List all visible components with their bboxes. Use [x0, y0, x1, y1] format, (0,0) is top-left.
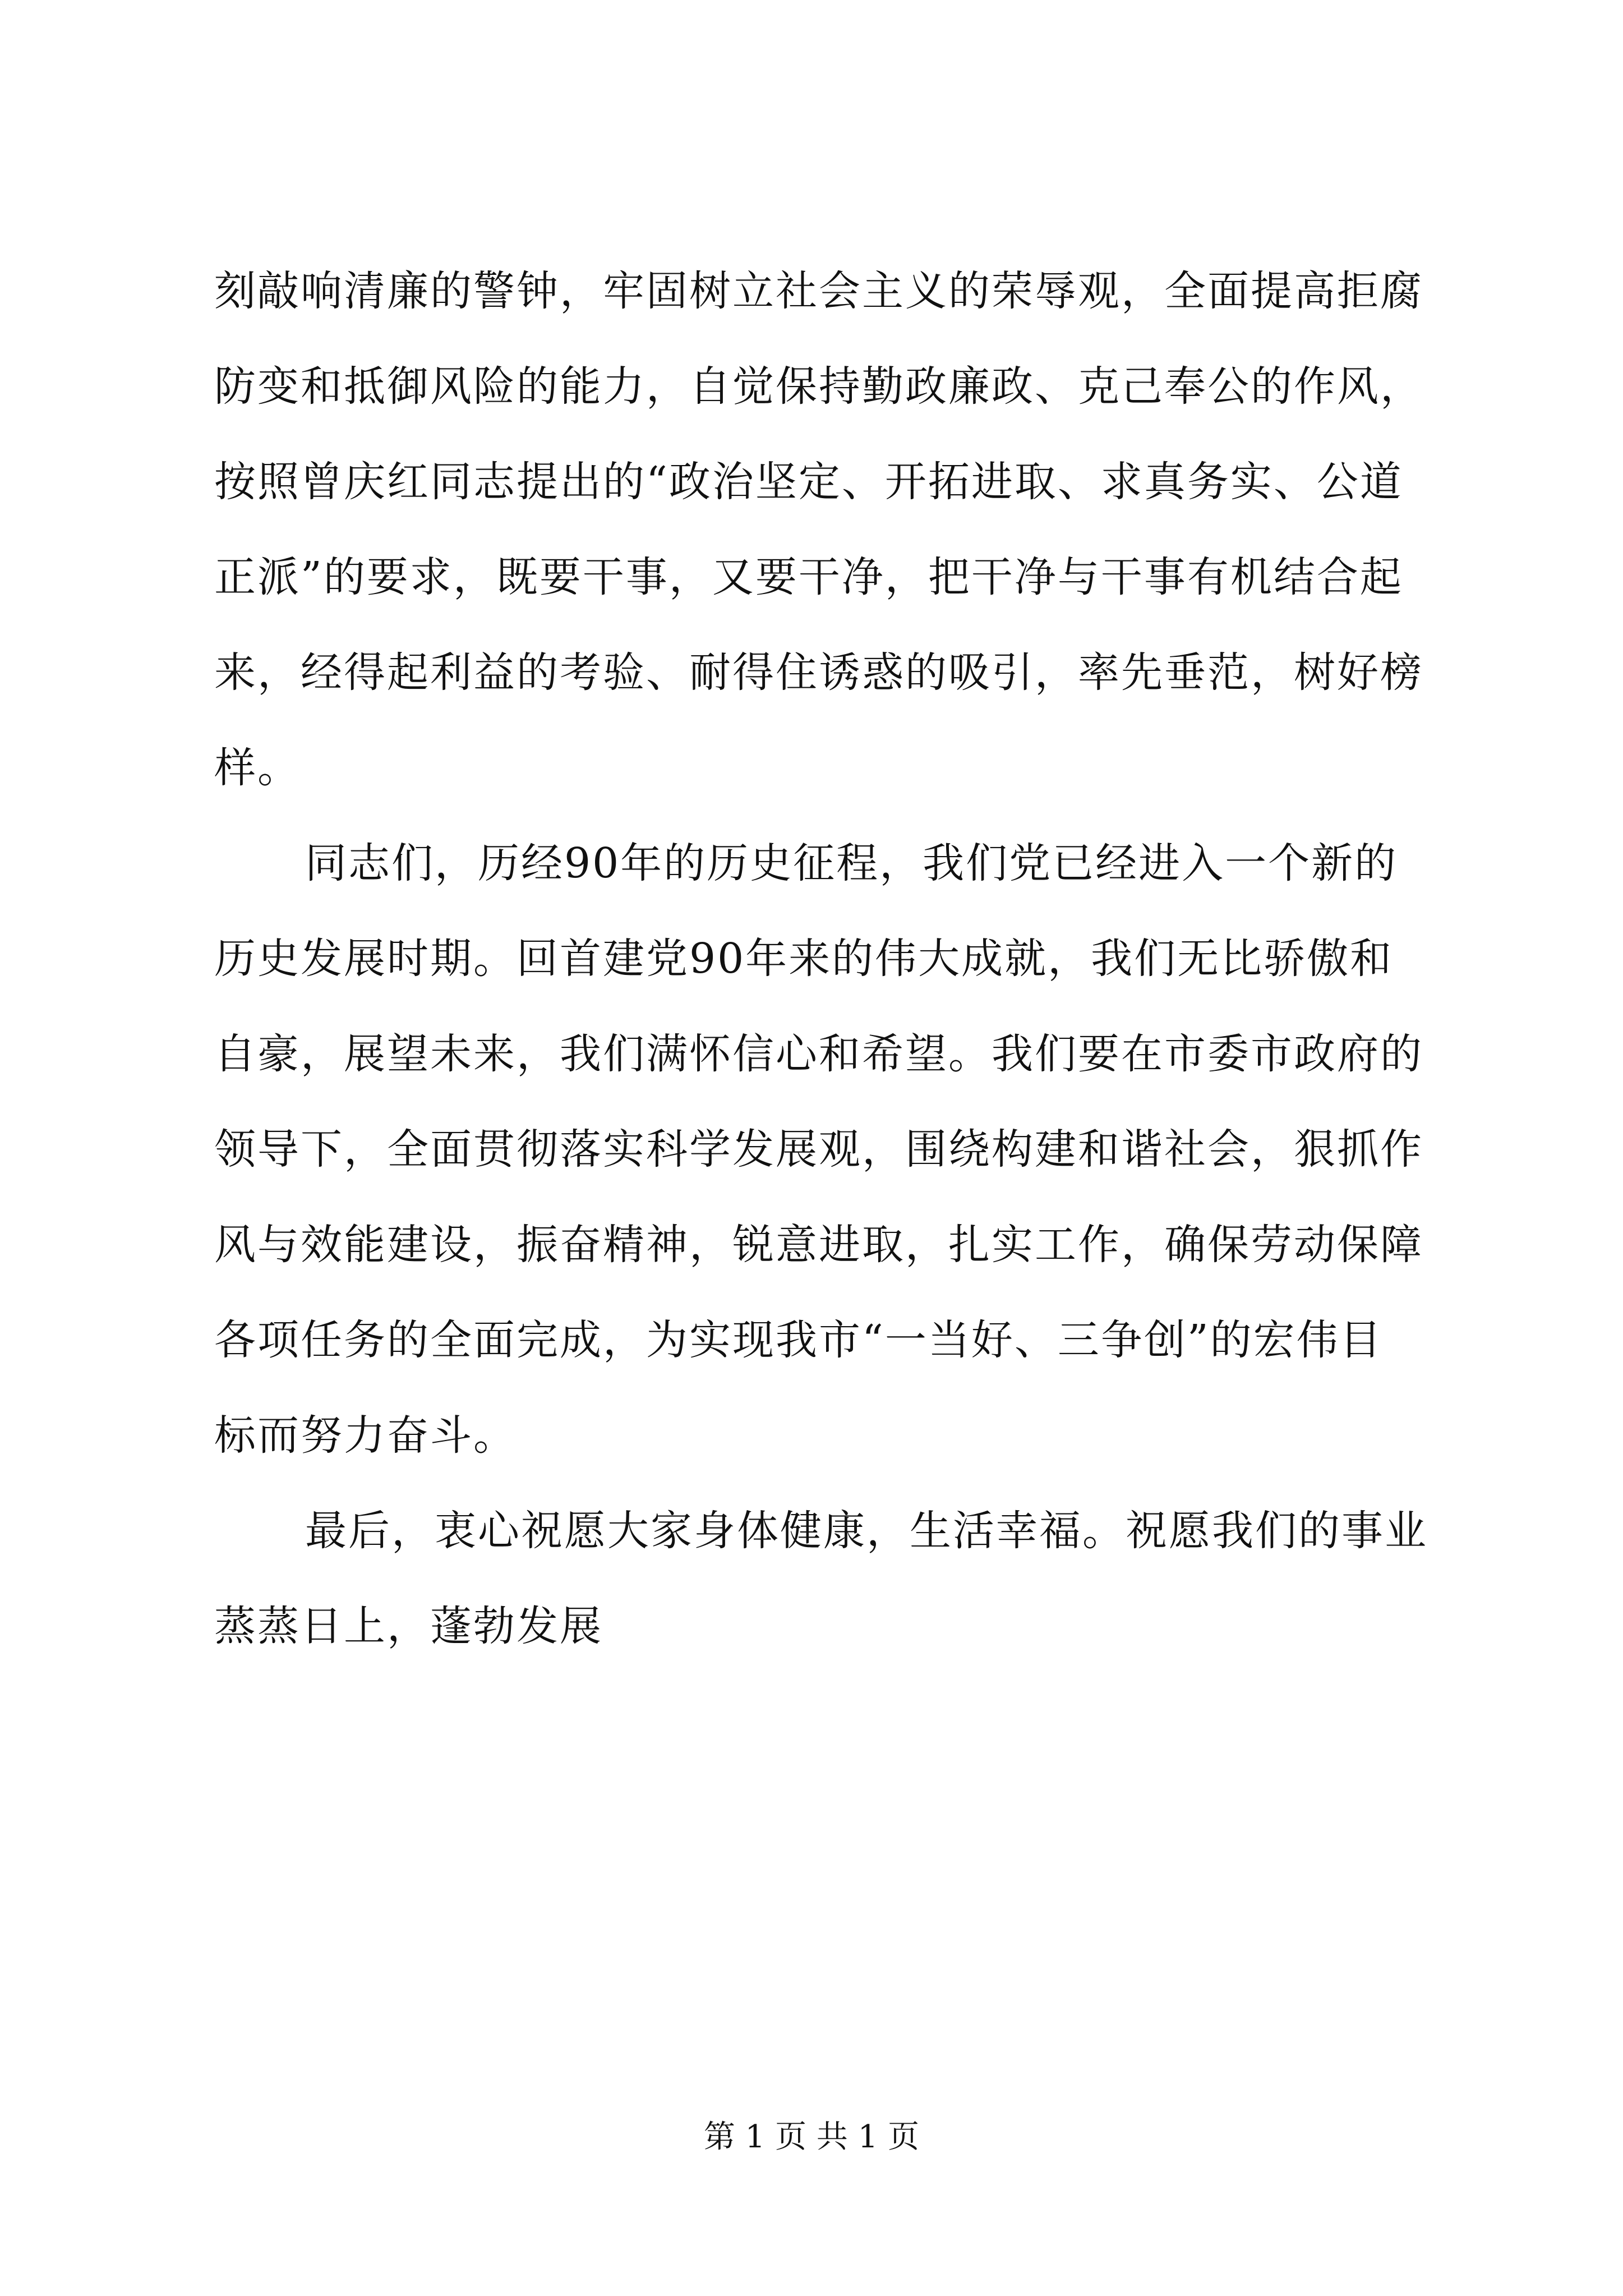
text-line: 同志们，历经90年的历史征程，我们党已经进入一个新的 [305, 839, 1398, 887]
text-line: 标而努力奋斗。 [214, 1411, 517, 1460]
text-line: 历史发展时期。回首建党90年来的伟大成就，我们无比骄傲和 [214, 935, 1394, 983]
text-line: 领导下，全面贯彻落实科学发展观，围绕构建和谐社会，狠抓作 [214, 1125, 1423, 1174]
text-line: 按照曾庆红同志提出的“政治坚定、开拓进取、求真务实、公道 [214, 458, 1403, 506]
text-line: 样。 [214, 744, 301, 792]
text-line: 正派”的要求，既要干事，又要干净，把干净与干事有机结合起 [214, 553, 1403, 601]
text-line: 自豪，展望未来，我们满怀信心和希望。我们要在市委市政府的 [214, 1030, 1423, 1078]
text-line: 蒸蒸日上，蓬勃发展 [214, 1602, 603, 1650]
text-line: 各项任务的全面完成，为实现我市“一当好、三争创”的宏伟目 [214, 1316, 1383, 1364]
page-number-footer: 第 1 页 共 1 页 [703, 2119, 920, 2155]
text-line: 防变和抵御风险的能力，自觉保持勤政廉政、克己奉公的作风， [214, 362, 1423, 411]
text-line: 风与效能建设，振奋精神，锐意进取，扎实工作，确保劳动保障 [214, 1221, 1423, 1269]
text-line: 最后，衷心祝愿大家身体健康，生活幸福。祝愿我们的事业 [305, 1507, 1428, 1555]
text-line: 刻敲响清廉的警钟，牢固树立社会主义的荣辱观，全面提高拒腐 [214, 267, 1423, 315]
text-line: 来，经得起利益的考验、耐得住诱惑的吸引，率先垂范，树好榜 [214, 648, 1423, 697]
